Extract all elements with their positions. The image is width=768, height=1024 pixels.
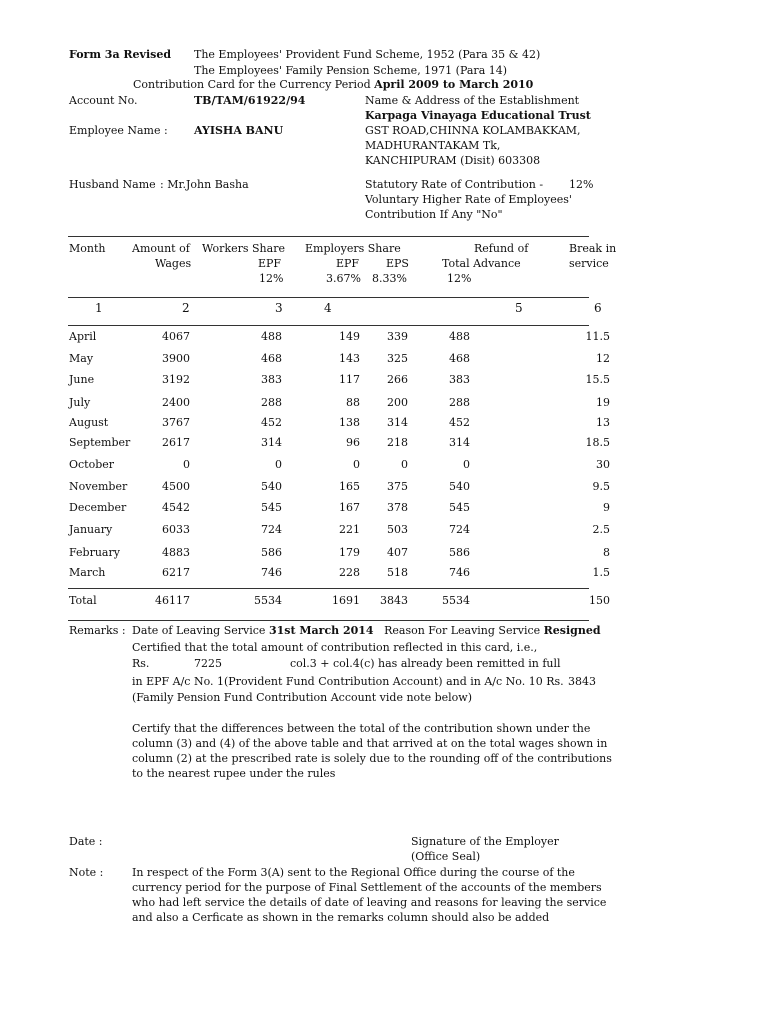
month-cell: May — [69, 352, 94, 365]
rs-label: Rs. — [132, 657, 150, 670]
eps-amount: 3843 — [568, 675, 596, 688]
header-break-1: Break in — [569, 242, 617, 255]
break-cell: 8 — [603, 546, 610, 559]
employer-epf-cell: 165 — [339, 480, 360, 493]
employer-eps-cell: 200 — [387, 396, 408, 409]
currency-period: April 2009 to March 2010 — [374, 78, 534, 91]
wages-cell: 0 — [183, 458, 190, 471]
employee-name: AYISHA BANU — [194, 124, 284, 137]
break-cell: 15.5 — [585, 373, 610, 386]
refund-cell: 545 — [449, 501, 470, 514]
total-employer-eps: 3843 — [380, 594, 408, 607]
workers-cell: 545 — [261, 501, 282, 514]
establishment-address-1: GST ROAD,CHINNA KOLAMBAKKAM, — [365, 124, 581, 137]
certify-line-1: Certify that the differences between the total of the contribution shown under the — [132, 722, 591, 735]
refund-cell: 288 — [449, 396, 470, 409]
wages-cell: 3900 — [162, 352, 190, 365]
note-label: Note : — [69, 866, 104, 879]
break-cell: 1.5 — [592, 566, 610, 579]
header-amount-2: Wages — [155, 257, 192, 270]
remarks-label: Remarks : — [69, 624, 126, 637]
divider — [68, 297, 589, 298]
break-cell: 19 — [596, 396, 610, 409]
workers-cell: 383 — [261, 373, 282, 386]
table-row — [0, 566, 768, 580]
divider — [68, 588, 589, 589]
table-row — [0, 523, 768, 537]
refund-cell: 746 — [449, 566, 470, 579]
total-break: 150 — [589, 594, 610, 607]
date-label: Date : — [69, 835, 103, 848]
header-refund-2: Total Advance — [442, 257, 521, 270]
table-row — [0, 546, 768, 560]
refund-cell: 468 — [449, 352, 470, 365]
refund-cell: 488 — [449, 330, 470, 343]
divider — [68, 620, 589, 621]
statutory-rate-value: 12% — [569, 178, 594, 191]
header-workers-3: 12% — [259, 272, 284, 285]
month-cell: August — [69, 416, 109, 429]
certify-line-2: column (3) and (4) of the above table and that arrived at on the total wages shown in — [132, 737, 608, 750]
total-refund: 5534 — [442, 594, 470, 607]
divider — [68, 236, 589, 237]
leaving-reason: Resigned — [543, 624, 601, 637]
workers-cell: 488 — [261, 330, 282, 343]
note-line-2: currency period for the purpose of Final Settlement of the accounts of the members — [132, 881, 602, 894]
employer-eps-cell: 266 — [387, 373, 408, 386]
wages-cell: 3767 — [162, 416, 190, 429]
family-pension-line: (Family Pension Fund Contribution Account vide note below) — [132, 691, 472, 704]
contribution-prefix: Contribution Card for the Currency Period — [133, 78, 371, 91]
header-eps-rate: 8.33% — [372, 272, 407, 285]
refund-cell: 0 — [463, 458, 470, 471]
workers-cell: 724 — [261, 523, 282, 536]
employer-epf-cell: 228 — [339, 566, 360, 579]
workers-cell: 0 — [275, 458, 282, 471]
rs-text: col.3 + col.4(c) has already been remitted in full — [290, 657, 561, 670]
workers-cell: 288 — [261, 396, 282, 409]
month-cell: July — [69, 396, 91, 409]
account-label: Account No. — [69, 94, 138, 107]
note-line-1: In respect of the Form 3(A) sent to the Regional Office during the course of the — [132, 866, 575, 879]
col-number-5: 5 — [515, 301, 523, 315]
break-cell: 18.5 — [585, 436, 610, 449]
col-number-6: 6 — [594, 301, 602, 315]
wages-cell: 4500 — [162, 480, 190, 493]
month-cell: March — [69, 566, 106, 579]
establishment-address-2: MADHURANTAKAM Tk, — [365, 139, 501, 152]
leaving-date: 31st March 2014 — [268, 624, 374, 637]
header-break-2: service — [569, 257, 609, 270]
employer-epf-cell: 179 — [339, 546, 360, 559]
employer-eps-cell: 407 — [387, 546, 408, 559]
employer-eps-cell: 518 — [387, 566, 408, 579]
refund-cell: 383 — [449, 373, 470, 386]
workers-cell: 452 — [261, 416, 282, 429]
signature-label: Signature of the Employer — [411, 835, 559, 848]
month-cell: December — [69, 501, 127, 514]
employer-eps-cell: 325 — [387, 352, 408, 365]
table-row — [0, 352, 768, 366]
header-employers-1: Employers Share — [305, 242, 401, 255]
statutory-rate-label: Statutory Rate of Contribution - — [365, 178, 544, 191]
wages-cell: 4883 — [162, 546, 190, 559]
establishment-address-3: KANCHIPURAM (Disit) 603308 — [365, 154, 541, 167]
table-row — [0, 330, 768, 344]
employer-epf-cell: 0 — [353, 458, 360, 471]
employee-label: Employee Name : — [69, 124, 168, 137]
month-cell: September — [69, 436, 131, 449]
header-refund-3: 12% — [447, 272, 472, 285]
employer-eps-cell: 339 — [387, 330, 408, 343]
wages-cell: 2617 — [162, 436, 190, 449]
rs-amount: 7225 — [194, 657, 222, 670]
certified-line: Certified that the total amount of contribution reflected in this card, i.e., — [132, 641, 538, 654]
col-number-4: 4 — [324, 301, 332, 315]
header-month: Month — [69, 242, 106, 255]
break-cell: 11.5 — [585, 330, 610, 343]
break-cell: 30 — [596, 458, 610, 471]
employer-eps-cell: 375 — [387, 480, 408, 493]
employer-epf-cell: 221 — [339, 523, 360, 536]
total-employer-epf: 1691 — [332, 594, 360, 607]
employer-epf-cell: 138 — [339, 416, 360, 429]
break-cell: 9.5 — [592, 480, 610, 493]
refund-cell: 452 — [449, 416, 470, 429]
reason-prefix: Reason For Leaving Service — [384, 624, 541, 637]
total-row — [0, 594, 768, 608]
total-workers: 5534 — [254, 594, 282, 607]
refund-cell: 314 — [449, 436, 470, 449]
month-cell: June — [69, 373, 95, 386]
wages-cell: 2400 — [162, 396, 190, 409]
wages-cell: 3192 — [162, 373, 190, 386]
leaving-line — [132, 624, 601, 638]
scheme-line-2: The Employees' Family Pension Scheme, 1971 (Para 14) — [194, 64, 508, 77]
refund-cell: 540 — [449, 480, 470, 493]
note-line-3: who had left service the details of date of leaving and reasons for leaving the service — [132, 896, 607, 909]
month-cell: February — [69, 546, 120, 559]
table-row — [0, 501, 768, 515]
header-refund-1: Refund of — [474, 242, 529, 255]
divider — [68, 325, 589, 326]
month-cell: October — [69, 458, 115, 471]
husband-name: : Mr.John Basha — [160, 178, 249, 191]
workers-cell: 540 — [261, 480, 282, 493]
voluntary-rate-line-1: Voluntary Higher Rate of Employees' — [365, 193, 572, 206]
certify-line-3: column (2) at the prescribed rate is solely due to the rounding off of the contributions — [132, 752, 612, 765]
epf-account-line: in EPF A/c No. 1(Provident Fund Contribution Account) and in A/c No. 10 Rs. — [132, 675, 564, 688]
header-epf: EPF — [336, 257, 360, 270]
table-row — [0, 436, 768, 450]
workers-cell: 746 — [261, 566, 282, 579]
employer-epf-cell: 96 — [346, 436, 360, 449]
col-number-1: 1 — [95, 301, 103, 315]
voluntary-rate-line-2: Contribution If Any "No" — [365, 208, 503, 221]
wages-cell: 6217 — [162, 566, 190, 579]
note-line-4: and also a Cerficate as shown in the remarks column should also be added — [132, 911, 550, 924]
certify-line-4: to the nearest rupee under the rules — [132, 767, 336, 780]
break-cell: 9 — [603, 501, 610, 514]
workers-cell: 468 — [261, 352, 282, 365]
header-amount-1: Amount of — [132, 242, 190, 255]
header-eps: EPS — [386, 257, 409, 270]
leaving-prefix: Date of Leaving Service — [132, 624, 266, 637]
establishment-name: Karpaga Vinayaga Educational Trust — [365, 109, 591, 122]
col-number-2: 2 — [182, 301, 190, 315]
wages-cell: 4067 — [162, 330, 190, 343]
table-row — [0, 373, 768, 387]
table-row — [0, 416, 768, 430]
employer-eps-cell: 378 — [387, 501, 408, 514]
total-label: Total — [69, 594, 97, 607]
wages-cell: 6033 — [162, 523, 190, 536]
office-seal-label: (Office Seal) — [411, 850, 481, 863]
husband-label: Husband Name — [69, 178, 156, 191]
employer-epf-cell: 149 — [339, 330, 360, 343]
workers-cell: 586 — [261, 546, 282, 559]
header-workers-1: Workers Share — [202, 242, 285, 255]
table-row — [0, 480, 768, 494]
refund-cell: 724 — [449, 523, 470, 536]
month-cell: April — [69, 330, 97, 343]
workers-cell: 314 — [261, 436, 282, 449]
table-row — [0, 458, 768, 472]
scheme-line-1: The Employees' Provident Fund Scheme, 1952 (Para 35 & 42) — [194, 48, 541, 61]
employer-eps-cell: 503 — [387, 523, 408, 536]
break-cell: 2.5 — [592, 523, 610, 536]
account-number: TB/TAM/61922/94 — [194, 94, 306, 107]
wages-cell: 4542 — [162, 501, 190, 514]
total-wages: 46117 — [155, 594, 190, 607]
header-epf-rate: 3.67% — [326, 272, 361, 285]
establishment-label: Name & Address of the Establishment — [365, 94, 580, 107]
col-number-3: 3 — [275, 301, 283, 315]
employer-epf-cell: 167 — [339, 501, 360, 514]
month-cell: January — [69, 523, 113, 536]
table-row — [0, 396, 768, 410]
employer-epf-cell: 88 — [346, 396, 360, 409]
form-label: Form 3a Revised — [69, 48, 172, 61]
employer-eps-cell: 0 — [401, 458, 408, 471]
break-cell: 13 — [596, 416, 610, 429]
header-workers-2: EPF — [258, 257, 282, 270]
contribution-period-line — [133, 78, 533, 92]
break-cell: 12 — [596, 352, 610, 365]
employer-epf-cell: 143 — [339, 352, 360, 365]
employer-eps-cell: 314 — [387, 416, 408, 429]
month-cell: November — [69, 480, 128, 493]
employer-eps-cell: 218 — [387, 436, 408, 449]
refund-cell: 586 — [449, 546, 470, 559]
employer-epf-cell: 117 — [339, 373, 360, 386]
